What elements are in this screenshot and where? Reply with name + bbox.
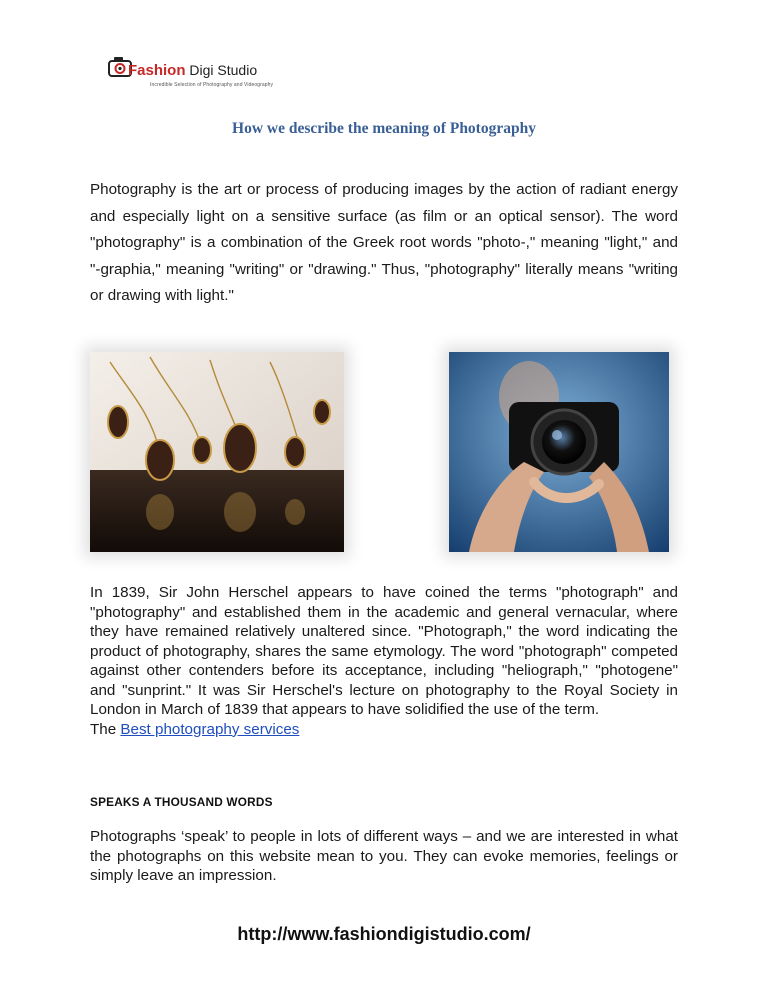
intro-paragraph: Photography is the art or process of producing images by the action of radiant energy and especially light on a sensitive surface (as film or an optical sensor). The word "photography" is a combination of the Greek root words "photo-," meaning "light," and "-graphia," meaning "writing" or "drawing." Thus, "photography" literally means "writing or drawing with light." [90,181,678,304]
closing-paragraph: Photographs ‘speak’ to people in lots of different ways – and we are interested in what the photographs on this website mean to you. They can evoke memories, feelings or simply leave an impression. [90,828,678,884]
camera-photo-icon [449,352,669,552]
camera-photo [449,352,669,552]
brand-name-part1: Fashion [128,62,186,79]
jewelry-photo [90,352,344,552]
brand-name [128,62,257,79]
page-title: How we describe the meaning of Photography [232,120,536,137]
jewelry-photo-icon [90,352,344,552]
brand-tagline: Incredible Selection of Photography and Videography [150,82,274,88]
history-paragraph [90,583,678,739]
history-text: In 1839, Sir John Herschel appears to have coined the terms "photograph" and "photography" and established them in the academic and general vernacular, where they have remained relatively unaltered since. "Photograph," the word indicating the product of photography, shares the same etymology. The word "photograph" competed against other contenders before its acceptance, including "heliograph," "photogene" and "sunprint." It was Sir Herschel's lecture on photography to the Royal Society in London in March of 1839 that appears to have solidified the use of the term. [90,584,678,718]
services-link-prefix: The [90,720,121,738]
footer-url[interactable]: http://www.fashiondigistudio.com/ [237,924,531,944]
brand-logo [106,48,274,96]
section-subheading: SPEAKS A THOUSAND WORDS [90,795,273,809]
best-photography-services-link[interactable]: Best photography services [120,720,300,738]
services-line [90,720,678,740]
brand-name-part2: Digi Studio [185,62,258,78]
